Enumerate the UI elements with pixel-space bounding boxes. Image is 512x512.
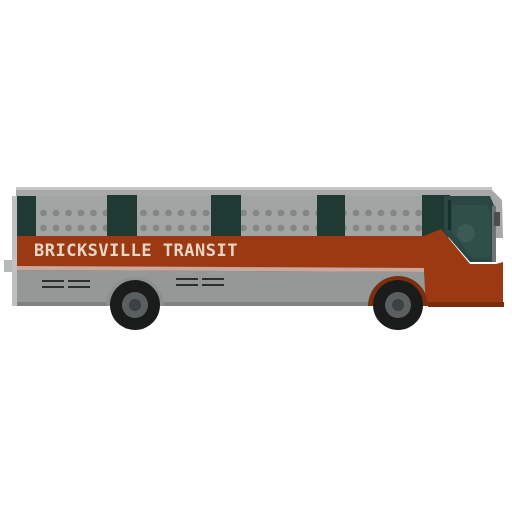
rear-window: [16, 196, 36, 236]
rear-wheel: [110, 280, 160, 330]
window-pillar: [107, 195, 137, 237]
rear-light: [4, 260, 12, 272]
window-pillar: [317, 195, 345, 237]
front-wheel: [373, 280, 423, 330]
window-pillar: [211, 195, 241, 237]
mirror: [494, 212, 500, 226]
livery-text: BRICKSVILLE TRANSIT: [34, 241, 238, 261]
front-bumper: [428, 302, 504, 307]
door-frame: [448, 200, 451, 230]
rear-panel: [12, 196, 17, 306]
skirt-shadow: [16, 302, 426, 306]
driver-head: [457, 224, 475, 242]
roof-highlight: [16, 187, 492, 190]
